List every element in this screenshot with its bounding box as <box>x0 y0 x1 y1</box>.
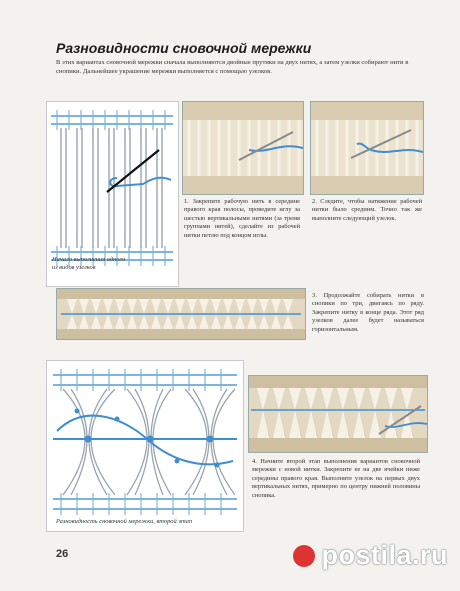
photo-step-4 <box>248 375 428 453</box>
caption-step-4: 4. Начните второй этап выполнения вариантов сновочной мережки с новой нитки. Закрепите ее на две ячейки ниже середины правого края. Выполните узелок на первых двух вертикальных нитях, примерно по центру нижней половины снопика. <box>252 458 420 499</box>
watermark <box>293 540 448 571</box>
photo-step-2-svg <box>311 102 423 194</box>
intro-text: В этих вариантах сновочной мережки сначала выполняются двойные прутики на двух нитях, а затем узелки собирают нити в снопики. Дальнейшее украшение мережки выполняется с помощью узелков. <box>56 59 409 75</box>
page-number: 26 <box>56 548 69 560</box>
photo-step-3 <box>56 288 306 340</box>
caption-step-3: 3. Продолжайте собирать нитки в снопики по три, двигаясь по ряду. Закрепите нитку в конце ряда. Этот ряд узелков далее будет называться горизонтальным. <box>312 292 424 333</box>
photo-step-1-svg <box>183 102 303 194</box>
diagram-second-stage-svg <box>47 361 243 531</box>
diagram-second-stage <box>46 360 244 532</box>
photo-step-4-svg <box>249 376 427 452</box>
photo-step-1 <box>182 101 304 195</box>
page-title: Разновидности сновочной мережки <box>56 40 312 56</box>
watermark-text: postila.ru <box>321 540 448 570</box>
caption-step-1: 1. Закрепите рабочую нить в середине правого края полосы, проведите иглу за шестью вертикальными нитями (за тремя группами нитей), сделайте из рабочей нитки петлю под концом иглы. <box>184 198 300 239</box>
photo-step-2 <box>310 101 424 195</box>
pin-icon <box>293 545 315 567</box>
caption-step-2: 2. Следите, чтобы натяжение рабочей нитки было средним. Точно так же выполните следующий узелок. <box>312 198 422 222</box>
caption-diagram-second-stage: Разновидность сновочной мережки, второй этап <box>56 518 193 525</box>
photo-step-3-svg <box>57 289 305 339</box>
caption-diagram-knot: Начало выполнения одного из видов узелков <box>52 256 126 272</box>
